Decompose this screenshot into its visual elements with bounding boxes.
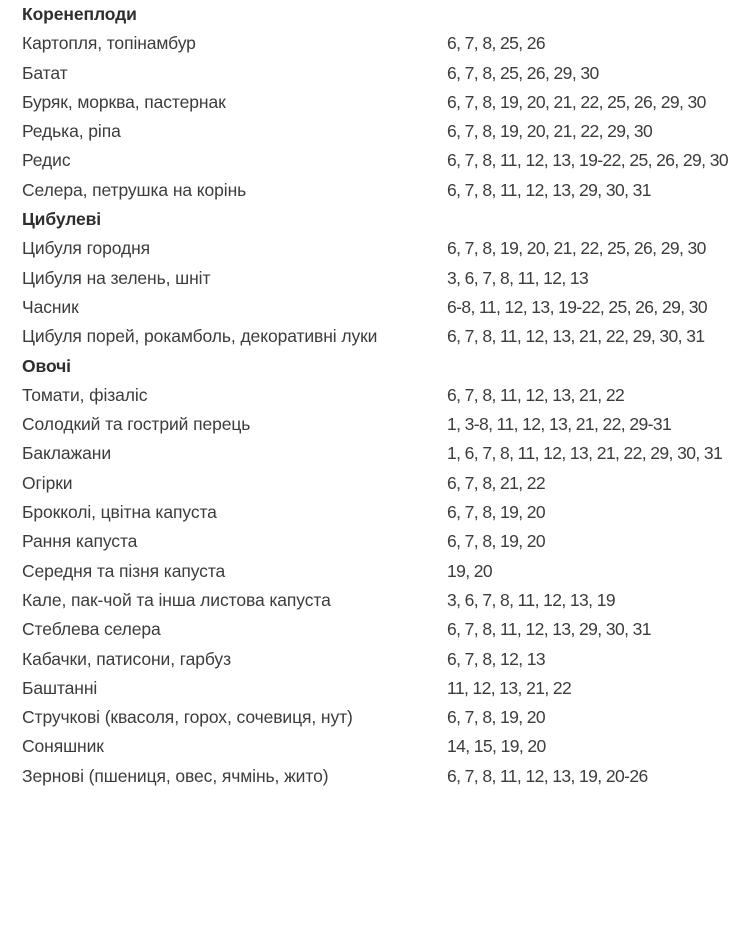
crop-codes-cell: 6, 7, 8, 25, 26 xyxy=(447,33,546,54)
table-row xyxy=(19,176,729,205)
crop-codes-cell: 6, 7, 8, 19, 20, 21, 22, 25, 26, 29, 30 xyxy=(447,238,706,259)
crop-name-cell: Солодкий та гострий перець xyxy=(22,414,251,435)
crop-name-cell: Рання капуста xyxy=(22,531,138,552)
crop-codes-cell: 6, 7, 8, 11, 12, 13, 19, 20-26 xyxy=(447,765,648,786)
table-row xyxy=(19,264,729,293)
crop-codes-cell: 6, 7, 8, 11, 12, 13, 21, 22 xyxy=(447,384,625,405)
table-row xyxy=(19,557,729,586)
crop-codes-cell: 1, 6, 7, 8, 11, 12, 13, 21, 22, 29, 30, 31 xyxy=(447,443,723,464)
section-header-row xyxy=(19,352,729,381)
crop-codes-cell: 6, 7, 8, 25, 26, 29, 30 xyxy=(447,62,599,83)
crop-name-cell: Стручкові (квасоля, горох, сочевиця, нут) xyxy=(22,707,353,728)
crop-codes-cell: 6, 7, 8, 12, 13 xyxy=(447,648,546,669)
table-row xyxy=(19,703,729,732)
section-header-row xyxy=(19,0,729,29)
crop-name-cell: Батат xyxy=(22,62,68,83)
table-row xyxy=(19,322,729,351)
crop-name-cell: Часник xyxy=(22,296,79,317)
crop-codes-cell: 6-8, 11, 12, 13, 19-22, 25, 26, 29, 30 xyxy=(447,296,708,317)
crop-codes-cell: 6, 7, 8, 19, 20, 21, 22, 29, 30 xyxy=(447,121,653,142)
section-empty-cell xyxy=(447,352,729,381)
table-row xyxy=(19,381,729,410)
crop-name-cell: Редис xyxy=(22,150,71,171)
table-row xyxy=(19,469,729,498)
crop-codes-table xyxy=(19,0,729,791)
table-row xyxy=(19,146,729,175)
section-empty-cell xyxy=(447,0,729,29)
section-title: Цибулеві xyxy=(22,209,102,230)
crop-codes-cell: 1, 3-8, 11, 12, 13, 21, 22, 29-31 xyxy=(447,414,672,435)
crop-name-cell: Цибуля на зелень, шніт xyxy=(22,267,211,288)
table-row xyxy=(19,59,729,88)
table-row xyxy=(19,293,729,322)
crop-codes-cell: 6, 7, 8, 11, 12, 13, 29, 30, 31 xyxy=(447,179,651,200)
section-title: Коренеплоди xyxy=(22,4,137,24)
crop-codes-cell: 3, 6, 7, 8, 11, 12, 13, 19 xyxy=(447,589,615,610)
table-row xyxy=(19,586,729,615)
table-row xyxy=(19,732,729,761)
crop-codes-cell: 11, 12, 13, 21, 22 xyxy=(447,677,572,698)
table-row xyxy=(19,234,729,263)
table-row xyxy=(19,615,729,644)
crop-codes-cell: 14, 15, 19, 20 xyxy=(447,736,546,757)
table-row xyxy=(19,439,729,468)
crop-codes-cell: 3, 6, 7, 8, 11, 12, 13 xyxy=(447,267,589,288)
crop-name-cell: Середня та пізня капуста xyxy=(22,560,226,581)
table-row xyxy=(19,645,729,674)
crop-name-cell: Зернові (пшениця, овес, ячмінь, жито) xyxy=(22,765,329,786)
crop-name-cell: Баклажани xyxy=(22,443,111,464)
crop-name-cell: Соняшник xyxy=(22,736,104,757)
crop-codes-cell: 6, 7, 8, 19, 20, 21, 22, 25, 26, 29, 30 xyxy=(447,91,706,112)
crop-name-cell: Цибуля городня xyxy=(22,238,151,259)
table-row xyxy=(19,498,729,527)
table-row xyxy=(19,762,729,791)
crop-name-cell: Стеблева селера xyxy=(22,619,161,640)
crop-name-cell: Томати, фізаліс xyxy=(22,384,148,405)
table-row xyxy=(19,29,729,58)
crop-name-cell: Баштанні xyxy=(22,677,98,698)
section-title: Овочі xyxy=(22,355,71,376)
section-empty-cell xyxy=(447,205,729,234)
crop-codes-cell: 6, 7, 8, 21, 22 xyxy=(447,472,546,493)
crop-name-cell: Редька, ріпа xyxy=(22,121,121,142)
crop-name-cell: Цибуля порей, рокамболь, декоративні луки xyxy=(22,326,378,347)
crop-name-cell: Кале, пак-чой та інша листова капуста xyxy=(22,589,331,610)
table-body xyxy=(19,0,729,791)
crop-codes-cell: 6, 7, 8, 19, 20 xyxy=(447,531,546,552)
crop-codes-cell: 6, 7, 8, 19, 20 xyxy=(447,707,546,728)
table-row xyxy=(19,674,729,703)
crop-codes-cell: 6, 7, 8, 11, 12, 13, 21, 22, 29, 30, 31 xyxy=(447,326,705,347)
section-header-row xyxy=(19,205,729,234)
table-row xyxy=(19,117,729,146)
crop-name-cell: Брокколі, цвітна капуста xyxy=(22,502,217,523)
table-row xyxy=(19,527,729,556)
crop-name-cell: Картопля, топінамбур xyxy=(22,33,196,54)
crop-name-cell: Буряк, морква, пастернак xyxy=(22,91,226,112)
crop-name-cell: Кабачки, патисони, гарбуз xyxy=(22,648,232,669)
crop-codes-cell: 19, 20 xyxy=(447,560,493,581)
crop-codes-cell: 6, 7, 8, 11, 12, 13, 29, 30, 31 xyxy=(447,619,651,640)
table-row xyxy=(19,88,729,117)
crop-codes-cell: 6, 7, 8, 19, 20 xyxy=(447,502,546,523)
crop-codes-cell: 6, 7, 8, 11, 12, 13, 19-22, 25, 26, 29, 30 xyxy=(447,150,728,171)
crop-name-cell: Селера, петрушка на корінь xyxy=(22,179,247,200)
crop-name-cell: Огірки xyxy=(22,472,73,493)
table-row xyxy=(19,410,729,439)
